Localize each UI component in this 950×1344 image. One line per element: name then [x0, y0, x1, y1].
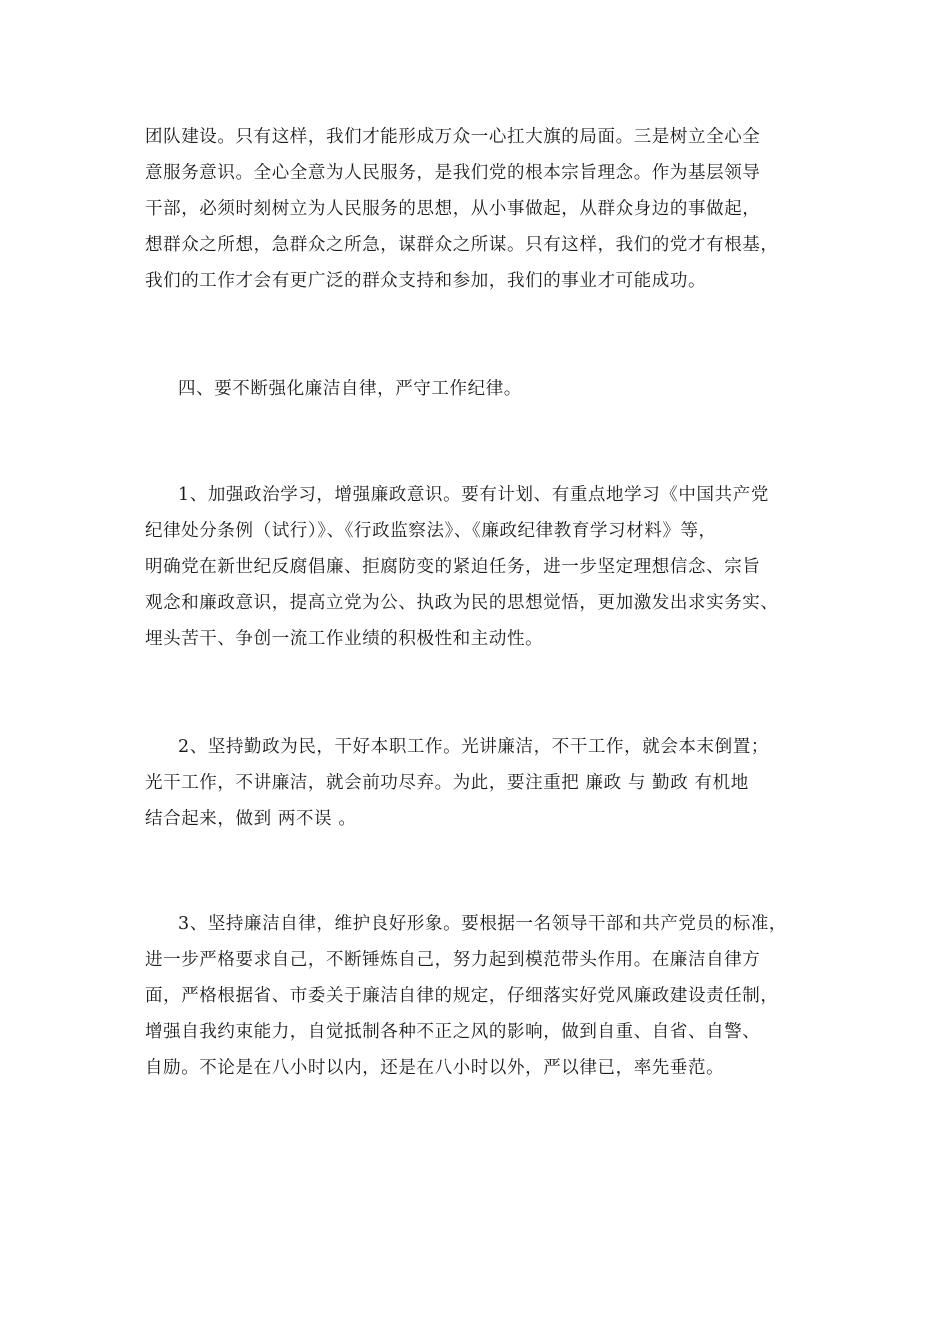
paragraph-item-3	[145, 906, 810, 1086]
text-line: 1、加强政治学习，增强廉政意识。要有计划、有重点地学习《中国共产党	[178, 485, 769, 505]
section-heading-four	[145, 371, 810, 407]
text-line: 我们的工作才会有更广泛的群众支持和参加，我们的事业才可能成功。	[145, 271, 707, 291]
text-line: 光干工作，不讲廉洁，就会前功尽弃。为此，要注重把 廉政 与 勤政 有机地	[145, 773, 749, 793]
text-line: 纪律处分条例（试行）》、《行政监察法》、《廉政纪律教育学习材料》等，	[145, 521, 717, 541]
text-line: 团队建设。只有这样，我们才能形成万众一心扛大旗的局面。三是树立全心全	[145, 127, 761, 147]
text-line: 面，严格根据省、市委关于廉洁自律的规定，仔细落实好党风廉政建设责任制，	[145, 986, 779, 1006]
paragraph-item-2	[145, 729, 810, 837]
text-line: 3、坚持廉洁自律，维护良好形象。要根据一名领导干部和共产党员的标准，	[178, 914, 788, 934]
text-line: 埋头苦干、争创一流工作业绩的积极性和主动性。	[145, 629, 544, 649]
paragraph-team-building	[145, 119, 810, 299]
text-line: 意服务意识。全心全意为人民服务，是我们党的根本宗旨理念。作为基层领导	[145, 163, 761, 183]
text-line: 干部，必须时刻树立为人民服务的思想，从小事做起，从群众身边的事做起，	[145, 199, 761, 219]
section-heading: 四、要不断强化廉洁自律，严守工作纪律。	[178, 379, 522, 399]
text-line: 想群众之所想，急群众之所急，谋群众之所谋。只有这样，我们的党才有根基，	[145, 235, 779, 255]
text-line: 结合起来，做到 两不误 。	[145, 809, 357, 829]
text-line: 进一步严格要求自己，不断锤炼自己，努力起到模范带头作用。在廉洁自律方	[145, 950, 761, 970]
paragraph-item-1	[145, 477, 810, 657]
text-line: 2、坚持勤政为民，干好本职工作。光讲廉洁，不干工作，就会本末倒置；	[178, 737, 769, 757]
text-line: 增强自我约束能力，自觉抵制各种不正之风的影响，做到自重、自省、自警、	[145, 1022, 761, 1042]
text-line: 自励。不论是在八小时以内，还是在八小时以外，严以律已，率先垂范。	[145, 1058, 725, 1078]
text-line: 明确党在新世纪反腐倡廉、拒腐防变的紧迫任务，进一步坚定理想信念、宗旨	[145, 557, 761, 577]
text-line: 观念和廉政意识，提高立党为公、执政为民的思想觉悟，更加激发出求实务实、	[145, 593, 779, 613]
